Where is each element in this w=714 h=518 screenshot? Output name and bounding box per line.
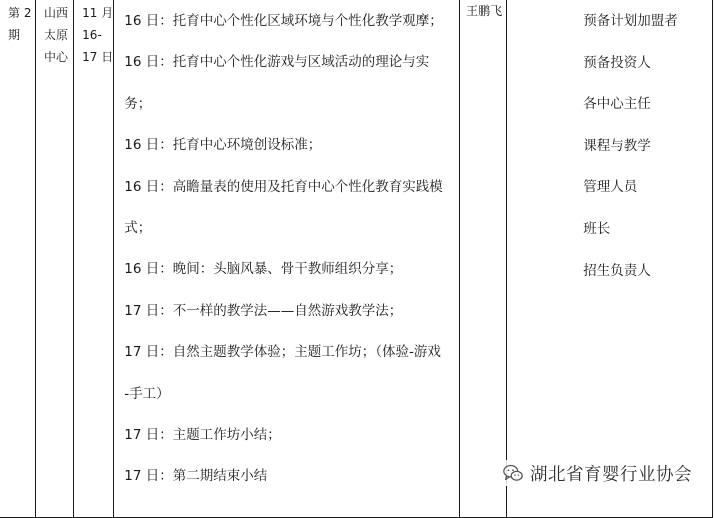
audience-item: 管理人员: [583, 179, 638, 196]
content-line: 式；: [124, 219, 152, 236]
audience-item: 各中心主任: [583, 96, 651, 113]
period-cell: [0, 0, 35, 518]
center-cell: [35, 0, 73, 518]
audience-item: 课程与教学: [583, 137, 651, 154]
content-cell: [114, 0, 460, 518]
audience-item: 招生负责人: [583, 262, 651, 279]
audience-item: 班长: [583, 220, 611, 237]
content-line: 17 日：第二期结束小结: [124, 468, 268, 485]
watermark: [500, 460, 696, 486]
content-line: -手工）: [124, 385, 170, 402]
audience-item: 预备计划加盟者: [583, 13, 678, 29]
watermark-text: 湖北省育婴行业协会: [530, 464, 692, 485]
period-label: 第 2 期: [8, 6, 32, 42]
teacher-name: 王鹏飞: [466, 4, 503, 18]
content-line: 17 日：不一样的教学法——自然游戏教学法；: [124, 302, 403, 319]
content-line: 16 日：托育中心个性化游戏与区域活动的理论与实: [124, 54, 430, 71]
teacher-cell: [460, 0, 507, 518]
content-line: 17 日：主题工作坊小结；: [124, 426, 281, 443]
content-line: 16 日：托育中心环境创设标准；: [124, 137, 322, 154]
content-line: 16 日：高瞻量表的使用及托育中心个性化教育实践模: [124, 178, 443, 195]
center-label: 山西太原中心: [43, 6, 68, 64]
content-line: 务；: [124, 95, 152, 112]
audience-item: 预备投资人: [583, 54, 651, 71]
audience-cell: [507, 0, 713, 518]
date-label: 11 月 16-17 日: [82, 6, 114, 64]
content-line: 17 日：自然主题教学体验；主题工作坊；（体验-游戏: [124, 344, 441, 361]
content-line: 16 日：托育中心个性化区域环境与个性化教学观摩；: [124, 13, 443, 29]
content-line: 16 日：晚间：头脑风暴、骨干教师组织分享；: [124, 261, 403, 278]
wechat-icon: [502, 462, 524, 484]
date-cell: [74, 0, 114, 518]
